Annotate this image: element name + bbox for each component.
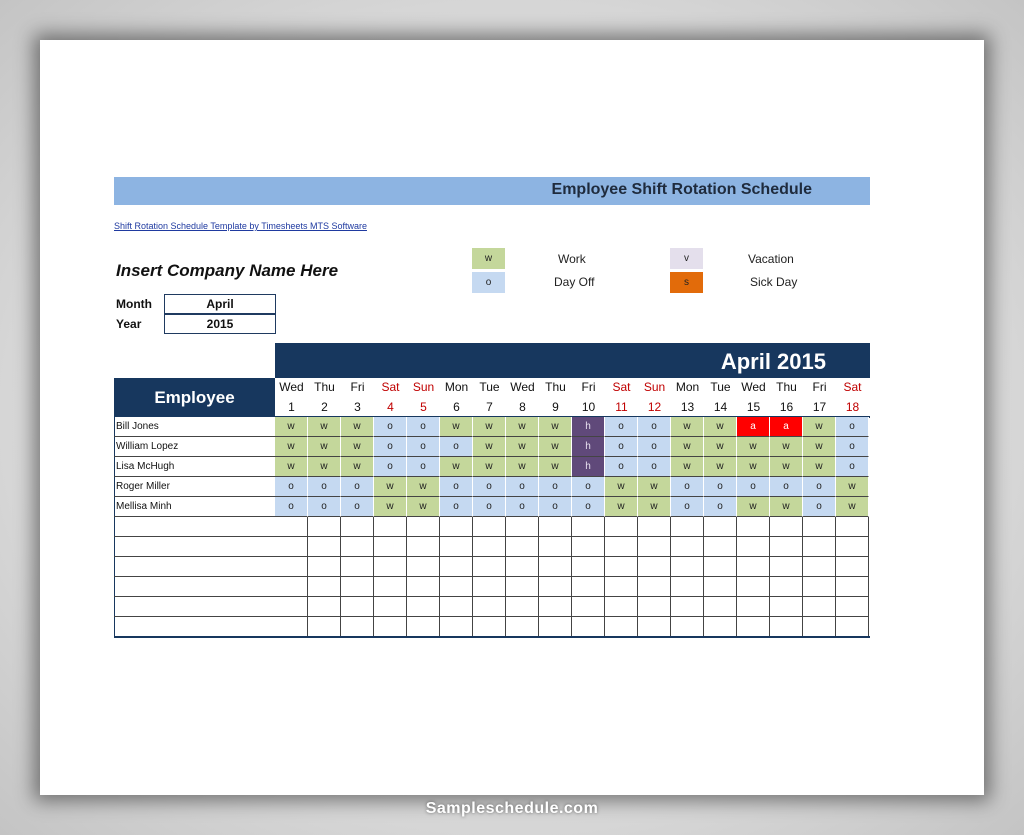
shift-cell[interactable] xyxy=(737,537,770,557)
shift-cell[interactable] xyxy=(638,557,671,577)
shift-cell[interactable] xyxy=(671,517,704,537)
shift-cell[interactable] xyxy=(341,617,374,637)
day-header xyxy=(308,378,341,417)
day-name: Fri xyxy=(581,380,596,394)
shift-cell[interactable]: w xyxy=(671,457,704,477)
shift-cell[interactable] xyxy=(539,557,572,577)
shift-cell[interactable]: w xyxy=(407,497,440,517)
shift-cell[interactable]: h xyxy=(572,417,605,437)
employee-name[interactable] xyxy=(114,617,275,637)
shift-cell[interactable] xyxy=(308,537,341,557)
shift-cell[interactable] xyxy=(605,557,638,577)
shift-cell[interactable] xyxy=(836,517,869,537)
employee-name[interactable] xyxy=(114,557,275,577)
shift-cell[interactable]: w xyxy=(275,417,308,437)
shift-cell[interactable]: o xyxy=(638,417,671,437)
shift-cell[interactable]: o xyxy=(308,477,341,497)
shift-cell[interactable] xyxy=(605,577,638,597)
shift-cell[interactable]: w xyxy=(605,477,638,497)
shift-cell[interactable] xyxy=(605,597,638,617)
year-label: Year xyxy=(116,317,142,331)
day-header xyxy=(572,378,605,417)
employee-name[interactable]: William Lopez xyxy=(114,437,275,457)
shift-cell[interactable] xyxy=(473,537,506,557)
shift-cell[interactable]: o xyxy=(440,477,473,497)
shift-cell[interactable] xyxy=(506,577,539,597)
shift-cell[interactable]: o xyxy=(836,437,869,457)
day-name: Fri xyxy=(350,380,365,394)
day-date: 14 xyxy=(713,400,728,414)
shift-cell[interactable]: h xyxy=(572,457,605,477)
day-name: Sat xyxy=(843,380,862,394)
shift-cell[interactable] xyxy=(770,597,803,617)
day-name: Thu xyxy=(776,380,797,394)
shift-cell[interactable] xyxy=(275,617,308,637)
day-name: Sun xyxy=(643,380,666,394)
shift-cell[interactable] xyxy=(737,577,770,597)
shift-cell[interactable] xyxy=(671,597,704,617)
day-date: 8 xyxy=(519,400,526,414)
employee-name[interactable] xyxy=(114,577,275,597)
shift-cell[interactable] xyxy=(803,577,836,597)
shift-cell[interactable] xyxy=(341,597,374,617)
shift-cell[interactable] xyxy=(374,537,407,557)
shift-cell[interactable]: w xyxy=(407,477,440,497)
shift-cell[interactable]: o xyxy=(506,477,539,497)
day-header xyxy=(407,378,440,417)
shift-cell[interactable] xyxy=(836,617,869,637)
watermark: Sampleschedule.com xyxy=(425,800,599,817)
day-date: 3 xyxy=(354,400,361,414)
shift-cell[interactable]: w xyxy=(803,417,836,437)
shift-cell[interactable] xyxy=(374,597,407,617)
shift-cell[interactable] xyxy=(440,597,473,617)
day-name: Mon xyxy=(444,380,469,394)
shift-cell[interactable]: o xyxy=(704,497,737,517)
page-title: Employee Shift Rotation Schedule xyxy=(551,181,812,198)
shift-cell[interactable] xyxy=(803,597,836,617)
shift-cell[interactable] xyxy=(473,597,506,617)
shift-cell[interactable]: w xyxy=(374,497,407,517)
shift-cell[interactable]: w xyxy=(341,457,374,477)
shift-cell[interactable]: w xyxy=(671,437,704,457)
shift-cell[interactable] xyxy=(572,577,605,597)
month-banner-text: April 2015 xyxy=(720,349,826,374)
month-label: Month xyxy=(116,297,152,311)
day-header xyxy=(440,378,473,417)
shift-cell[interactable] xyxy=(737,617,770,637)
month-field[interactable]: April xyxy=(164,294,276,314)
shift-cell[interactable] xyxy=(803,517,836,537)
shift-cell[interactable] xyxy=(770,537,803,557)
shift-cell[interactable] xyxy=(836,597,869,617)
shift-cell[interactable]: w xyxy=(374,477,407,497)
shift-cell[interactable] xyxy=(770,517,803,537)
day-name: Wed xyxy=(741,380,766,394)
shift-cell[interactable] xyxy=(770,557,803,577)
shift-cell[interactable]: o xyxy=(374,417,407,437)
legend-dayoff-label: Day Off xyxy=(554,275,595,289)
shift-cell[interactable] xyxy=(407,537,440,557)
shift-cell[interactable] xyxy=(506,617,539,637)
shift-cell[interactable]: w xyxy=(275,457,308,477)
day-date: 18 xyxy=(845,400,860,414)
shift-cell[interactable] xyxy=(539,597,572,617)
legend-vacation-swatch: v xyxy=(670,248,703,269)
shift-cell[interactable]: w xyxy=(473,437,506,457)
grid-bottom-border xyxy=(114,636,870,638)
day-name: Thu xyxy=(545,380,566,394)
shift-cell[interactable]: o xyxy=(638,457,671,477)
shift-cell[interactable]: h xyxy=(572,437,605,457)
day-name: Wed xyxy=(510,380,535,394)
shift-cell[interactable] xyxy=(737,557,770,577)
day-name: Fri xyxy=(812,380,827,394)
shift-cell[interactable] xyxy=(275,597,308,617)
shift-cell[interactable]: o xyxy=(473,497,506,517)
day-name: Sun xyxy=(412,380,435,394)
day-date: 15 xyxy=(746,400,761,414)
shift-cell[interactable]: o xyxy=(407,417,440,437)
shift-cell[interactable] xyxy=(275,557,308,577)
day-header xyxy=(473,378,506,417)
table-row xyxy=(114,437,870,457)
day-header xyxy=(770,378,803,417)
shift-cell[interactable] xyxy=(605,617,638,637)
shift-cell[interactable]: w xyxy=(539,437,572,457)
shift-cell[interactable] xyxy=(704,597,737,617)
shift-cell[interactable]: o xyxy=(539,477,572,497)
day-header xyxy=(341,378,374,417)
day-date: 16 xyxy=(779,400,794,414)
day-name: Wed xyxy=(279,380,304,394)
day-header xyxy=(737,378,770,417)
shift-cell[interactable]: w xyxy=(308,417,341,437)
shift-cell[interactable]: o xyxy=(803,477,836,497)
shift-cell[interactable] xyxy=(836,577,869,597)
shift-cell[interactable]: w xyxy=(440,417,473,437)
table-row xyxy=(114,497,870,517)
shift-cell[interactable] xyxy=(341,517,374,537)
shift-cell[interactable] xyxy=(341,537,374,557)
day-header xyxy=(671,378,704,417)
shift-cell[interactable]: o xyxy=(704,477,737,497)
shift-cell[interactable]: w xyxy=(605,497,638,517)
shift-cell[interactable]: o xyxy=(836,457,869,477)
shift-cell[interactable]: w xyxy=(737,437,770,457)
legend-dayoff-swatch: o xyxy=(472,272,505,293)
shift-cell[interactable] xyxy=(275,537,308,557)
shift-cell[interactable] xyxy=(374,517,407,537)
legend-work-swatch: w xyxy=(472,248,505,269)
shift-cell[interactable] xyxy=(671,617,704,637)
shift-cell[interactable]: o xyxy=(572,497,605,517)
shift-cell[interactable]: w xyxy=(770,437,803,457)
day-date: 9 xyxy=(552,400,559,414)
shift-cell[interactable] xyxy=(407,557,440,577)
shift-cell[interactable] xyxy=(770,617,803,637)
shift-cell[interactable] xyxy=(473,617,506,637)
shift-cell[interactable]: w xyxy=(539,457,572,477)
shift-cell[interactable]: w xyxy=(440,457,473,477)
shift-cell[interactable]: a xyxy=(737,417,770,437)
shift-cell[interactable]: w xyxy=(671,417,704,437)
shift-cell[interactable]: o xyxy=(836,417,869,437)
day-date: 17 xyxy=(812,400,827,414)
employee-column-header: Employee xyxy=(114,378,275,417)
shift-cell[interactable]: o xyxy=(341,497,374,517)
shift-cell[interactable]: o xyxy=(605,457,638,477)
shift-cell[interactable]: o xyxy=(605,417,638,437)
shift-cell[interactable]: o xyxy=(308,497,341,517)
day-header xyxy=(836,378,869,417)
shift-cell[interactable]: o xyxy=(374,437,407,457)
shift-cell[interactable] xyxy=(737,517,770,537)
day-date: 1 xyxy=(288,400,295,414)
shift-cell[interactable] xyxy=(374,557,407,577)
shift-cell[interactable]: w xyxy=(737,497,770,517)
shift-cell[interactable]: o xyxy=(275,497,308,517)
shift-cell[interactable] xyxy=(440,577,473,597)
shift-cell[interactable]: w xyxy=(638,497,671,517)
shift-cell[interactable]: w xyxy=(341,417,374,437)
shift-cell[interactable]: o xyxy=(473,477,506,497)
shift-cell[interactable] xyxy=(374,617,407,637)
table-row xyxy=(114,517,870,537)
shift-cell[interactable] xyxy=(704,577,737,597)
day-header xyxy=(506,378,539,417)
shift-cell[interactable] xyxy=(341,557,374,577)
shift-cell[interactable]: w xyxy=(803,457,836,477)
day-date: 7 xyxy=(486,400,493,414)
shift-cell[interactable] xyxy=(506,537,539,557)
table-row xyxy=(114,537,870,557)
legend-work-label: Work xyxy=(558,252,586,266)
shift-cell[interactable] xyxy=(506,557,539,577)
table-row xyxy=(114,577,870,597)
shift-cell[interactable]: o xyxy=(605,437,638,457)
shift-cell[interactable] xyxy=(275,577,308,597)
legend-sickday-swatch: s xyxy=(670,272,703,293)
shift-cell[interactable]: w xyxy=(704,457,737,477)
shift-cell[interactable] xyxy=(572,557,605,577)
shift-cell[interactable]: o xyxy=(803,497,836,517)
day-date: 4 xyxy=(387,400,394,414)
shift-cell[interactable]: o xyxy=(506,497,539,517)
shift-cell[interactable]: o xyxy=(275,477,308,497)
shift-cell[interactable]: w xyxy=(770,457,803,477)
shift-cell[interactable]: w xyxy=(638,477,671,497)
shift-cell[interactable] xyxy=(572,537,605,557)
shift-cell[interactable]: o xyxy=(407,457,440,477)
shift-cell[interactable]: w xyxy=(704,417,737,437)
shift-cell[interactable]: w xyxy=(836,477,869,497)
day-date: 11 xyxy=(615,400,628,414)
shift-cell[interactable] xyxy=(770,577,803,597)
shift-cell[interactable]: o xyxy=(770,477,803,497)
shift-cell[interactable] xyxy=(803,617,836,637)
shift-cell[interactable] xyxy=(506,517,539,537)
shift-cell[interactable] xyxy=(308,517,341,537)
employee-name[interactable]: Roger Miller xyxy=(114,477,275,497)
day-date: 12 xyxy=(647,400,662,414)
shift-cell[interactable] xyxy=(638,517,671,537)
day-header xyxy=(803,378,836,417)
employee-name[interactable]: Bill Jones xyxy=(114,417,275,437)
shift-cell[interactable] xyxy=(737,597,770,617)
shift-cell[interactable]: w xyxy=(770,497,803,517)
template-link[interactable]: Shift Rotation Schedule Template by Timesheets MTS Software xyxy=(114,221,367,231)
day-name: Sat xyxy=(612,380,631,394)
shift-cell[interactable]: w xyxy=(704,437,737,457)
shift-cell[interactable] xyxy=(704,557,737,577)
shift-cell[interactable] xyxy=(539,537,572,557)
shift-cell[interactable] xyxy=(704,617,737,637)
employee-name[interactable] xyxy=(114,517,275,537)
table-row xyxy=(114,457,870,477)
shift-cell[interactable] xyxy=(473,517,506,537)
shift-cell[interactable]: o xyxy=(440,437,473,457)
day-name: Mon xyxy=(675,380,700,394)
shift-cell[interactable] xyxy=(539,577,572,597)
shift-cell[interactable] xyxy=(572,517,605,537)
shift-cell[interactable]: w xyxy=(308,457,341,477)
shift-cell[interactable] xyxy=(638,617,671,637)
shift-cell[interactable]: w xyxy=(506,437,539,457)
shift-cell[interactable] xyxy=(407,617,440,637)
shift-cell[interactable] xyxy=(440,537,473,557)
day-name: Tue xyxy=(479,380,500,394)
shift-cell[interactable]: o xyxy=(671,497,704,517)
shift-cell[interactable]: o xyxy=(539,497,572,517)
employee-name[interactable]: Mellisa Minh xyxy=(114,497,275,517)
shift-cell[interactable] xyxy=(803,557,836,577)
shift-cell[interactable] xyxy=(473,577,506,597)
shift-cell[interactable] xyxy=(506,597,539,617)
shift-cell[interactable] xyxy=(803,537,836,557)
shift-cell[interactable] xyxy=(407,517,440,537)
shift-cell[interactable] xyxy=(638,597,671,617)
shift-cell[interactable] xyxy=(440,617,473,637)
shift-cell[interactable] xyxy=(704,517,737,537)
day-header xyxy=(605,378,638,417)
day-name: Thu xyxy=(314,380,335,394)
shift-cell[interactable]: w xyxy=(275,437,308,457)
shift-cell[interactable] xyxy=(605,537,638,557)
schedule-grid xyxy=(114,378,870,638)
shift-cell[interactable] xyxy=(440,517,473,537)
day-date: 6 xyxy=(453,400,460,414)
shift-cell[interactable] xyxy=(704,537,737,557)
table-row xyxy=(114,477,870,497)
shift-cell[interactable]: w xyxy=(506,457,539,477)
shift-cell[interactable]: o xyxy=(671,477,704,497)
shift-cell[interactable]: w xyxy=(308,437,341,457)
table-row xyxy=(114,557,870,577)
employee-name[interactable] xyxy=(114,537,275,557)
shift-cell[interactable] xyxy=(308,557,341,577)
shift-cell[interactable]: a xyxy=(770,417,803,437)
shift-cell[interactable]: w xyxy=(836,497,869,517)
shift-cell[interactable] xyxy=(539,517,572,537)
shift-cell[interactable] xyxy=(308,577,341,597)
shift-cell[interactable]: w xyxy=(506,417,539,437)
shift-cell[interactable]: o xyxy=(407,437,440,457)
shift-cell[interactable] xyxy=(605,517,638,537)
day-header xyxy=(374,378,407,417)
shift-cell[interactable] xyxy=(572,617,605,637)
shift-cell[interactable] xyxy=(836,537,869,557)
shift-cell[interactable] xyxy=(308,597,341,617)
shift-cell[interactable] xyxy=(671,577,704,597)
shift-cell[interactable] xyxy=(275,517,308,537)
table-row xyxy=(114,417,870,437)
employee-name[interactable]: Lisa McHugh xyxy=(114,457,275,477)
shift-cell[interactable]: o xyxy=(638,437,671,457)
table-row xyxy=(114,597,870,617)
day-date: 13 xyxy=(680,400,695,414)
shift-cell[interactable] xyxy=(638,537,671,557)
shift-cell[interactable]: o xyxy=(572,477,605,497)
shift-cell[interactable] xyxy=(341,577,374,597)
shift-cell[interactable]: o xyxy=(374,457,407,477)
shift-cell[interactable]: o xyxy=(440,497,473,517)
title-bar xyxy=(114,177,870,205)
month-banner xyxy=(275,343,870,378)
shift-cell[interactable] xyxy=(440,557,473,577)
day-header xyxy=(638,378,671,417)
shift-cell[interactable] xyxy=(308,617,341,637)
employee-name[interactable] xyxy=(114,597,275,617)
table-row xyxy=(114,617,870,637)
shift-cell[interactable]: w xyxy=(539,417,572,437)
shift-cell[interactable]: w xyxy=(737,457,770,477)
shift-cell[interactable]: w xyxy=(473,417,506,437)
day-date: 5 xyxy=(420,400,427,414)
shift-cell[interactable] xyxy=(407,597,440,617)
shift-cell[interactable]: w xyxy=(473,457,506,477)
shift-cell[interactable]: w xyxy=(341,437,374,457)
shift-cell[interactable] xyxy=(671,557,704,577)
shift-cell[interactable] xyxy=(671,537,704,557)
shift-cell[interactable] xyxy=(539,617,572,637)
shift-cell[interactable]: o xyxy=(737,477,770,497)
legend-vacation-label: Vacation xyxy=(748,252,794,266)
shift-cell[interactable] xyxy=(407,577,440,597)
shift-cell[interactable] xyxy=(836,557,869,577)
legend-sickday-label: Sick Day xyxy=(750,275,798,289)
day-header xyxy=(275,378,308,417)
day-date: 10 xyxy=(581,400,596,414)
shift-cell[interactable] xyxy=(473,557,506,577)
year-field[interactable]: 2015 xyxy=(164,314,276,334)
shift-cell[interactable] xyxy=(374,577,407,597)
shift-cell[interactable]: o xyxy=(341,477,374,497)
day-header xyxy=(539,378,572,417)
shift-cell[interactable] xyxy=(572,597,605,617)
shift-cell[interactable]: w xyxy=(803,437,836,457)
company-name[interactable]: Insert Company Name Here xyxy=(116,261,339,280)
day-header xyxy=(704,378,737,417)
day-name: Tue xyxy=(710,380,731,394)
shift-cell[interactable] xyxy=(638,577,671,597)
day-name: Sat xyxy=(381,380,400,394)
day-date: 2 xyxy=(321,400,328,414)
